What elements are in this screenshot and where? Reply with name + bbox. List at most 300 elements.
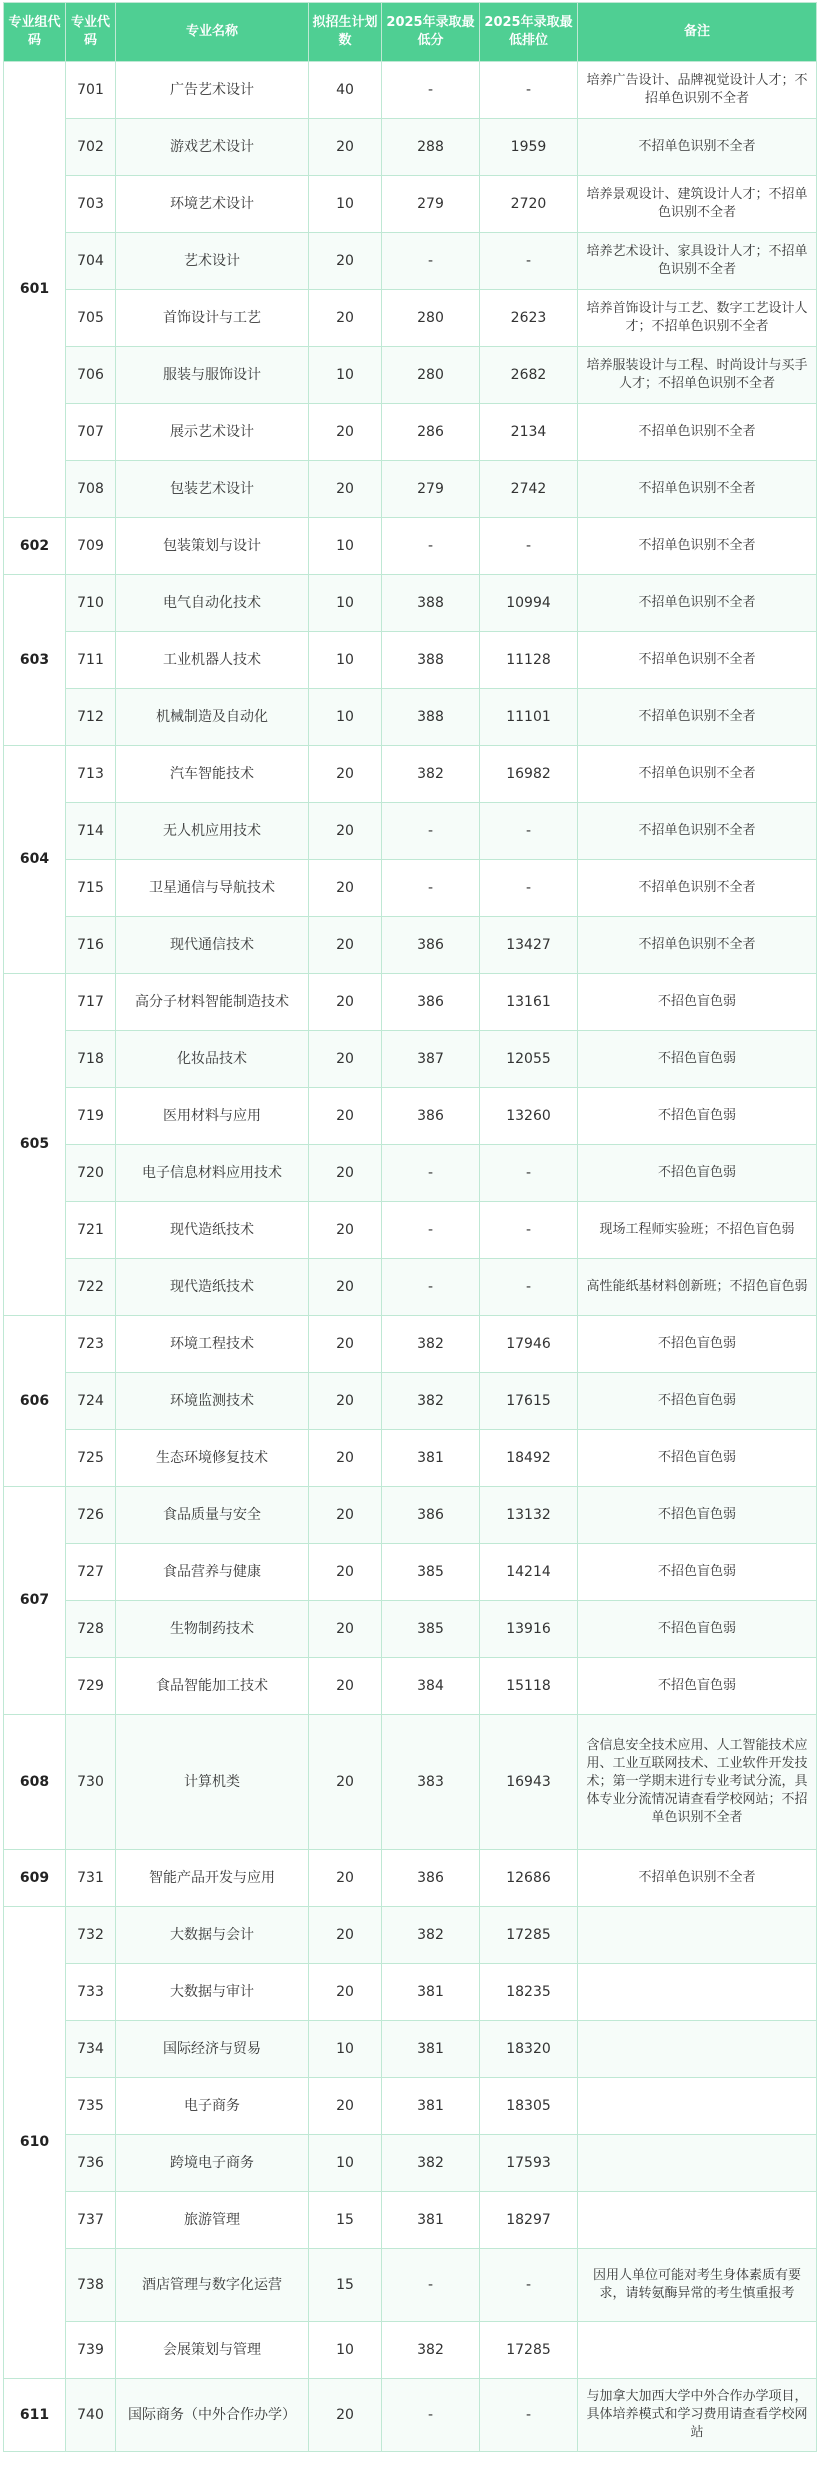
note-cell: 不招色盲色弱 xyxy=(578,974,817,1031)
min-rank-cell: 17285 xyxy=(480,1907,578,1964)
group-code-cell: 608 xyxy=(4,1715,66,1850)
table-row xyxy=(4,2322,817,2379)
major-code-cell: 724 xyxy=(66,1373,116,1430)
plan-cell: 20 xyxy=(309,233,382,290)
plan-cell: 15 xyxy=(309,2249,382,2322)
note-cell: 不招单色识别不全者 xyxy=(578,119,817,176)
note-cell: 因用人单位可能对考生身体素质有要求，请转氨酶异常的考生慎重报考 xyxy=(578,2249,817,2322)
table-row xyxy=(4,917,817,974)
major-code-cell: 732 xyxy=(66,1907,116,1964)
table-row xyxy=(4,1658,817,1715)
min-rank-cell: 17593 xyxy=(480,2135,578,2192)
major-name-cell: 食品智能加工技术 xyxy=(116,1658,309,1715)
table-row xyxy=(4,575,817,632)
min-rank-cell: 16982 xyxy=(480,746,578,803)
note-cell xyxy=(578,2021,817,2078)
min-score-cell: 286 xyxy=(382,404,480,461)
min-score-cell: - xyxy=(382,62,480,119)
table-row xyxy=(4,1259,817,1316)
table-row xyxy=(4,1487,817,1544)
group-code-cell: 610 xyxy=(4,1907,66,2379)
note-cell: 不招单色识别不全者 xyxy=(578,1850,817,1907)
major-name-cell: 跨境电子商务 xyxy=(116,2135,309,2192)
min-rank-cell: 13916 xyxy=(480,1601,578,1658)
table-row xyxy=(4,1544,817,1601)
min-rank-cell: 14214 xyxy=(480,1544,578,1601)
table-row xyxy=(4,1430,817,1487)
table-row xyxy=(4,860,817,917)
major-code-cell: 706 xyxy=(66,347,116,404)
note-cell: 不招色盲色弱 xyxy=(578,1544,817,1601)
min-score-cell: 385 xyxy=(382,1601,480,1658)
table-row xyxy=(4,461,817,518)
table-row xyxy=(4,1715,817,1850)
major-code-cell: 720 xyxy=(66,1145,116,1202)
plan-cell: 20 xyxy=(309,1487,382,1544)
plan-cell: 20 xyxy=(309,461,382,518)
table-row xyxy=(4,746,817,803)
min-rank-cell: 2134 xyxy=(480,404,578,461)
plan-cell: 10 xyxy=(309,518,382,575)
min-score-cell: - xyxy=(382,1145,480,1202)
major-code-cell: 711 xyxy=(66,632,116,689)
major-name-cell: 无人机应用技术 xyxy=(116,803,309,860)
min-score-cell: 279 xyxy=(382,461,480,518)
note-cell xyxy=(578,2135,817,2192)
major-name-cell: 大数据与会计 xyxy=(116,1907,309,1964)
group-code-cell: 611 xyxy=(4,2379,66,2452)
min-rank-cell: 18492 xyxy=(480,1430,578,1487)
note-cell: 含信息安全技术应用、人工智能技术应用、工业互联网技术、工业软件开发技术；第一学期末进行专业考试分流，具体专业分流情况请查看学校网站；不招单色识别不全者 xyxy=(578,1715,817,1850)
table-row xyxy=(4,404,817,461)
plan-cell: 10 xyxy=(309,2135,382,2192)
min-score-cell: 387 xyxy=(382,1031,480,1088)
min-rank-cell: 12055 xyxy=(480,1031,578,1088)
table-row xyxy=(4,689,817,746)
major-code-cell: 739 xyxy=(66,2322,116,2379)
plan-cell: 20 xyxy=(309,1850,382,1907)
major-name-cell: 生物制药技术 xyxy=(116,1601,309,1658)
plan-cell: 20 xyxy=(309,1373,382,1430)
table-row xyxy=(4,119,817,176)
header-major-code: 专业代码 xyxy=(66,3,116,62)
major-name-cell: 生态环境修复技术 xyxy=(116,1430,309,1487)
note-cell: 不招单色识别不全者 xyxy=(578,632,817,689)
table-row xyxy=(4,2135,817,2192)
table-row xyxy=(4,2249,817,2322)
min-score-cell: 381 xyxy=(382,1964,480,2021)
table-row xyxy=(4,2379,817,2452)
major-code-cell: 728 xyxy=(66,1601,116,1658)
min-rank-cell: - xyxy=(480,1145,578,1202)
table-row xyxy=(4,1088,817,1145)
min-score-cell: 381 xyxy=(382,1430,480,1487)
major-name-cell: 智能产品开发与应用 xyxy=(116,1850,309,1907)
major-code-cell: 716 xyxy=(66,917,116,974)
plan-cell: 20 xyxy=(309,1031,382,1088)
group-code-cell: 603 xyxy=(4,575,66,746)
header-min-score: 2025年录取最低分 xyxy=(382,3,480,62)
table-row xyxy=(4,1031,817,1088)
note-cell: 不招色盲色弱 xyxy=(578,1145,817,1202)
admission-table xyxy=(3,2,817,2452)
min-rank-cell: - xyxy=(480,518,578,575)
min-rank-cell: 13260 xyxy=(480,1088,578,1145)
min-rank-cell: 18235 xyxy=(480,1964,578,2021)
major-name-cell: 卫星通信与导航技术 xyxy=(116,860,309,917)
table-row xyxy=(4,518,817,575)
major-name-cell: 食品营养与健康 xyxy=(116,1544,309,1601)
major-code-cell: 718 xyxy=(66,1031,116,1088)
table-row xyxy=(4,290,817,347)
note-cell: 不招色盲色弱 xyxy=(578,1487,817,1544)
plan-cell: 10 xyxy=(309,575,382,632)
major-code-cell: 710 xyxy=(66,575,116,632)
table-row xyxy=(4,632,817,689)
major-code-cell: 717 xyxy=(66,974,116,1031)
major-name-cell: 艺术设计 xyxy=(116,233,309,290)
min-score-cell: 381 xyxy=(382,2192,480,2249)
table-row xyxy=(4,347,817,404)
note-cell: 不招色盲色弱 xyxy=(578,1430,817,1487)
table-row xyxy=(4,176,817,233)
min-rank-cell: 2720 xyxy=(480,176,578,233)
min-rank-cell: 17615 xyxy=(480,1373,578,1430)
plan-cell: 20 xyxy=(309,1658,382,1715)
min-rank-cell: - xyxy=(480,2249,578,2322)
major-code-cell: 705 xyxy=(66,290,116,347)
major-code-cell: 727 xyxy=(66,1544,116,1601)
major-code-cell: 714 xyxy=(66,803,116,860)
min-rank-cell: 11128 xyxy=(480,632,578,689)
major-code-cell: 707 xyxy=(66,404,116,461)
group-code-cell: 606 xyxy=(4,1316,66,1487)
min-rank-cell: 2682 xyxy=(480,347,578,404)
note-cell xyxy=(578,2322,817,2379)
plan-cell: 20 xyxy=(309,1316,382,1373)
major-name-cell: 国际商务（中外合作办学） xyxy=(116,2379,309,2452)
major-name-cell: 工业机器人技术 xyxy=(116,632,309,689)
table-row xyxy=(4,1373,817,1430)
table-row xyxy=(4,62,817,119)
note-cell: 不招单色识别不全者 xyxy=(578,746,817,803)
major-code-cell: 731 xyxy=(66,1850,116,1907)
min-score-cell: - xyxy=(382,2249,480,2322)
min-score-cell: - xyxy=(382,233,480,290)
note-cell: 不招色盲色弱 xyxy=(578,1601,817,1658)
note-cell: 不招单色识别不全者 xyxy=(578,404,817,461)
table-row xyxy=(4,974,817,1031)
plan-cell: 20 xyxy=(309,917,382,974)
plan-cell: 20 xyxy=(309,1964,382,2021)
min-rank-cell: 18305 xyxy=(480,2078,578,2135)
group-code-cell: 607 xyxy=(4,1487,66,1715)
major-code-cell: 725 xyxy=(66,1430,116,1487)
min-score-cell: 288 xyxy=(382,119,480,176)
major-name-cell: 计算机类 xyxy=(116,1715,309,1850)
major-code-cell: 722 xyxy=(66,1259,116,1316)
plan-cell: 10 xyxy=(309,347,382,404)
plan-cell: 15 xyxy=(309,2192,382,2249)
note-cell: 不招色盲色弱 xyxy=(578,1373,817,1430)
min-score-cell: 382 xyxy=(382,746,480,803)
min-score-cell: 388 xyxy=(382,575,480,632)
min-score-cell: 384 xyxy=(382,1658,480,1715)
major-code-cell: 703 xyxy=(66,176,116,233)
plan-cell: 20 xyxy=(309,1145,382,1202)
min-rank-cell: 17285 xyxy=(480,2322,578,2379)
header-note: 备注 xyxy=(578,3,817,62)
major-code-cell: 737 xyxy=(66,2192,116,2249)
min-score-cell: 280 xyxy=(382,290,480,347)
plan-cell: 20 xyxy=(309,803,382,860)
min-rank-cell: 18320 xyxy=(480,2021,578,2078)
major-code-cell: 738 xyxy=(66,2249,116,2322)
min-rank-cell: - xyxy=(480,1259,578,1316)
major-name-cell: 电气自动化技术 xyxy=(116,575,309,632)
note-cell: 不招单色识别不全者 xyxy=(578,575,817,632)
min-rank-cell: 11101 xyxy=(480,689,578,746)
major-code-cell: 719 xyxy=(66,1088,116,1145)
plan-cell: 10 xyxy=(309,2322,382,2379)
min-score-cell: 388 xyxy=(382,689,480,746)
major-name-cell: 国际经济与贸易 xyxy=(116,2021,309,2078)
min-rank-cell: 17946 xyxy=(480,1316,578,1373)
note-cell: 不招色盲色弱 xyxy=(578,1316,817,1373)
min-score-cell: - xyxy=(382,803,480,860)
min-score-cell: 386 xyxy=(382,974,480,1031)
min-score-cell: 382 xyxy=(382,1907,480,1964)
major-code-cell: 702 xyxy=(66,119,116,176)
note-cell: 不招色盲色弱 xyxy=(578,1031,817,1088)
min-rank-cell: - xyxy=(480,803,578,860)
major-name-cell: 医用材料与应用 xyxy=(116,1088,309,1145)
min-score-cell: 386 xyxy=(382,1487,480,1544)
min-score-cell: 386 xyxy=(382,917,480,974)
min-score-cell: - xyxy=(382,2379,480,2452)
major-name-cell: 酒店管理与数字化运营 xyxy=(116,2249,309,2322)
major-code-cell: 734 xyxy=(66,2021,116,2078)
major-code-cell: 740 xyxy=(66,2379,116,2452)
major-code-cell: 708 xyxy=(66,461,116,518)
min-rank-cell: 2742 xyxy=(480,461,578,518)
major-name-cell: 环境艺术设计 xyxy=(116,176,309,233)
major-name-cell: 化妆品技术 xyxy=(116,1031,309,1088)
note-cell xyxy=(578,2078,817,2135)
major-code-cell: 712 xyxy=(66,689,116,746)
table-row xyxy=(4,2078,817,2135)
plan-cell: 20 xyxy=(309,1430,382,1487)
min-score-cell: - xyxy=(382,518,480,575)
plan-cell: 20 xyxy=(309,1601,382,1658)
major-name-cell: 游戏艺术设计 xyxy=(116,119,309,176)
note-cell: 不招色盲色弱 xyxy=(578,1088,817,1145)
plan-cell: 20 xyxy=(309,1907,382,1964)
major-name-cell: 包装策划与设计 xyxy=(116,518,309,575)
min-score-cell: - xyxy=(382,1202,480,1259)
major-name-cell: 广告艺术设计 xyxy=(116,62,309,119)
note-cell xyxy=(578,2192,817,2249)
note-cell: 高性能纸基材料创新班；不招色盲色弱 xyxy=(578,1259,817,1316)
major-name-cell: 高分子材料智能制造技术 xyxy=(116,974,309,1031)
major-code-cell: 715 xyxy=(66,860,116,917)
note-cell: 培养广告设计、品牌视觉设计人才；不招单色识别不全者 xyxy=(578,62,817,119)
min-rank-cell: 1959 xyxy=(480,119,578,176)
plan-cell: 20 xyxy=(309,974,382,1031)
major-name-cell: 大数据与审计 xyxy=(116,1964,309,2021)
note-cell: 不招单色识别不全者 xyxy=(578,518,817,575)
note-cell: 不招色盲色弱 xyxy=(578,1658,817,1715)
major-name-cell: 电子商务 xyxy=(116,2078,309,2135)
major-code-cell: 736 xyxy=(66,2135,116,2192)
major-code-cell: 713 xyxy=(66,746,116,803)
group-code-cell: 609 xyxy=(4,1850,66,1907)
min-rank-cell: - xyxy=(480,860,578,917)
header-group-code: 专业组代码 xyxy=(4,3,66,62)
note-cell: 不招单色识别不全者 xyxy=(578,917,817,974)
major-code-cell: 735 xyxy=(66,2078,116,2135)
note-cell: 培养首饰设计与工艺、数字工艺设计人才；不招单色识别不全者 xyxy=(578,290,817,347)
min-score-cell: 383 xyxy=(382,1715,480,1850)
min-score-cell: - xyxy=(382,1259,480,1316)
table-row xyxy=(4,1202,817,1259)
min-score-cell: 279 xyxy=(382,176,480,233)
major-name-cell: 包装艺术设计 xyxy=(116,461,309,518)
header-row xyxy=(4,3,817,62)
min-score-cell: 381 xyxy=(382,2078,480,2135)
major-code-cell: 721 xyxy=(66,1202,116,1259)
plan-cell: 20 xyxy=(309,746,382,803)
min-score-cell: 386 xyxy=(382,1088,480,1145)
major-name-cell: 机械制造及自动化 xyxy=(116,689,309,746)
plan-cell: 20 xyxy=(309,119,382,176)
note-cell: 不招单色识别不全者 xyxy=(578,689,817,746)
min-rank-cell: - xyxy=(480,1202,578,1259)
major-name-cell: 电子信息材料应用技术 xyxy=(116,1145,309,1202)
major-code-cell: 701 xyxy=(66,62,116,119)
major-code-cell: 726 xyxy=(66,1487,116,1544)
group-code-cell: 601 xyxy=(4,62,66,518)
plan-cell: 20 xyxy=(309,1259,382,1316)
header-major-name: 专业名称 xyxy=(116,3,309,62)
major-name-cell: 现代通信技术 xyxy=(116,917,309,974)
note-cell: 不招单色识别不全者 xyxy=(578,860,817,917)
table-body xyxy=(4,62,817,2452)
note-cell: 与加拿大加西大学中外合作办学项目，具体培养模式和学习费用请查看学校网站 xyxy=(578,2379,817,2452)
min-rank-cell: 13161 xyxy=(480,974,578,1031)
min-score-cell: 381 xyxy=(382,2021,480,2078)
min-score-cell: - xyxy=(382,860,480,917)
min-score-cell: 388 xyxy=(382,632,480,689)
plan-cell: 20 xyxy=(309,404,382,461)
min-score-cell: 280 xyxy=(382,347,480,404)
min-rank-cell: - xyxy=(480,233,578,290)
min-rank-cell: - xyxy=(480,2379,578,2452)
major-code-cell: 704 xyxy=(66,233,116,290)
plan-cell: 40 xyxy=(309,62,382,119)
min-score-cell: 382 xyxy=(382,1316,480,1373)
plan-cell: 10 xyxy=(309,2021,382,2078)
major-name-cell: 现代造纸技术 xyxy=(116,1259,309,1316)
plan-cell: 20 xyxy=(309,1088,382,1145)
major-name-cell: 展示艺术设计 xyxy=(116,404,309,461)
major-name-cell: 服装与服饰设计 xyxy=(116,347,309,404)
group-code-cell: 604 xyxy=(4,746,66,974)
group-code-cell: 602 xyxy=(4,518,66,575)
min-rank-cell: 16943 xyxy=(480,1715,578,1850)
plan-cell: 20 xyxy=(309,860,382,917)
plan-cell: 10 xyxy=(309,689,382,746)
note-cell: 不招单色识别不全者 xyxy=(578,803,817,860)
major-code-cell: 723 xyxy=(66,1316,116,1373)
plan-cell: 20 xyxy=(309,1715,382,1850)
major-name-cell: 环境工程技术 xyxy=(116,1316,309,1373)
min-rank-cell: - xyxy=(480,62,578,119)
min-score-cell: 382 xyxy=(382,2322,480,2379)
plan-cell: 20 xyxy=(309,1544,382,1601)
header-min-rank: 2025年录取最低排位 xyxy=(480,3,578,62)
note-cell xyxy=(578,1907,817,1964)
table-row xyxy=(4,1601,817,1658)
major-name-cell: 旅游管理 xyxy=(116,2192,309,2249)
table-row xyxy=(4,1316,817,1373)
major-name-cell: 环境监测技术 xyxy=(116,1373,309,1430)
table-row xyxy=(4,1964,817,2021)
table-row xyxy=(4,1145,817,1202)
major-code-cell: 729 xyxy=(66,1658,116,1715)
major-name-cell: 首饰设计与工艺 xyxy=(116,290,309,347)
note-cell: 培养服装设计与工程、时尚设计与买手人才；不招单色识别不全者 xyxy=(578,347,817,404)
major-code-cell: 709 xyxy=(66,518,116,575)
min-rank-cell: 2623 xyxy=(480,290,578,347)
major-name-cell: 汽车智能技术 xyxy=(116,746,309,803)
plan-cell: 20 xyxy=(309,2379,382,2452)
note-cell: 现场工程师实验班；不招色盲色弱 xyxy=(578,1202,817,1259)
plan-cell: 20 xyxy=(309,290,382,347)
min-score-cell: 385 xyxy=(382,1544,480,1601)
group-code-cell: 605 xyxy=(4,974,66,1316)
plan-cell: 10 xyxy=(309,176,382,233)
header-plan: 拟招生计划数 xyxy=(309,3,382,62)
min-rank-cell: 15118 xyxy=(480,1658,578,1715)
min-rank-cell: 13427 xyxy=(480,917,578,974)
major-code-cell: 733 xyxy=(66,1964,116,2021)
table-row xyxy=(4,803,817,860)
note-cell: 培养艺术设计、家具设计人才；不招单色识别不全者 xyxy=(578,233,817,290)
plan-cell: 20 xyxy=(309,1202,382,1259)
note-cell: 培养景观设计、建筑设计人才；不招单色识别不全者 xyxy=(578,176,817,233)
plan-cell: 10 xyxy=(309,632,382,689)
major-name-cell: 会展策划与管理 xyxy=(116,2322,309,2379)
table-row xyxy=(4,2021,817,2078)
note-cell xyxy=(578,1964,817,2021)
table-row xyxy=(4,233,817,290)
major-name-cell: 食品质量与安全 xyxy=(116,1487,309,1544)
min-rank-cell: 12686 xyxy=(480,1850,578,1907)
note-cell: 不招单色识别不全者 xyxy=(578,461,817,518)
table-row xyxy=(4,2192,817,2249)
min-rank-cell: 10994 xyxy=(480,575,578,632)
plan-cell: 20 xyxy=(309,2078,382,2135)
major-code-cell: 730 xyxy=(66,1715,116,1850)
min-score-cell: 382 xyxy=(382,1373,480,1430)
min-rank-cell: 18297 xyxy=(480,2192,578,2249)
min-score-cell: 382 xyxy=(382,2135,480,2192)
table-row xyxy=(4,1850,817,1907)
major-name-cell: 现代造纸技术 xyxy=(116,1202,309,1259)
min-rank-cell: 13132 xyxy=(480,1487,578,1544)
table-row xyxy=(4,1907,817,1964)
